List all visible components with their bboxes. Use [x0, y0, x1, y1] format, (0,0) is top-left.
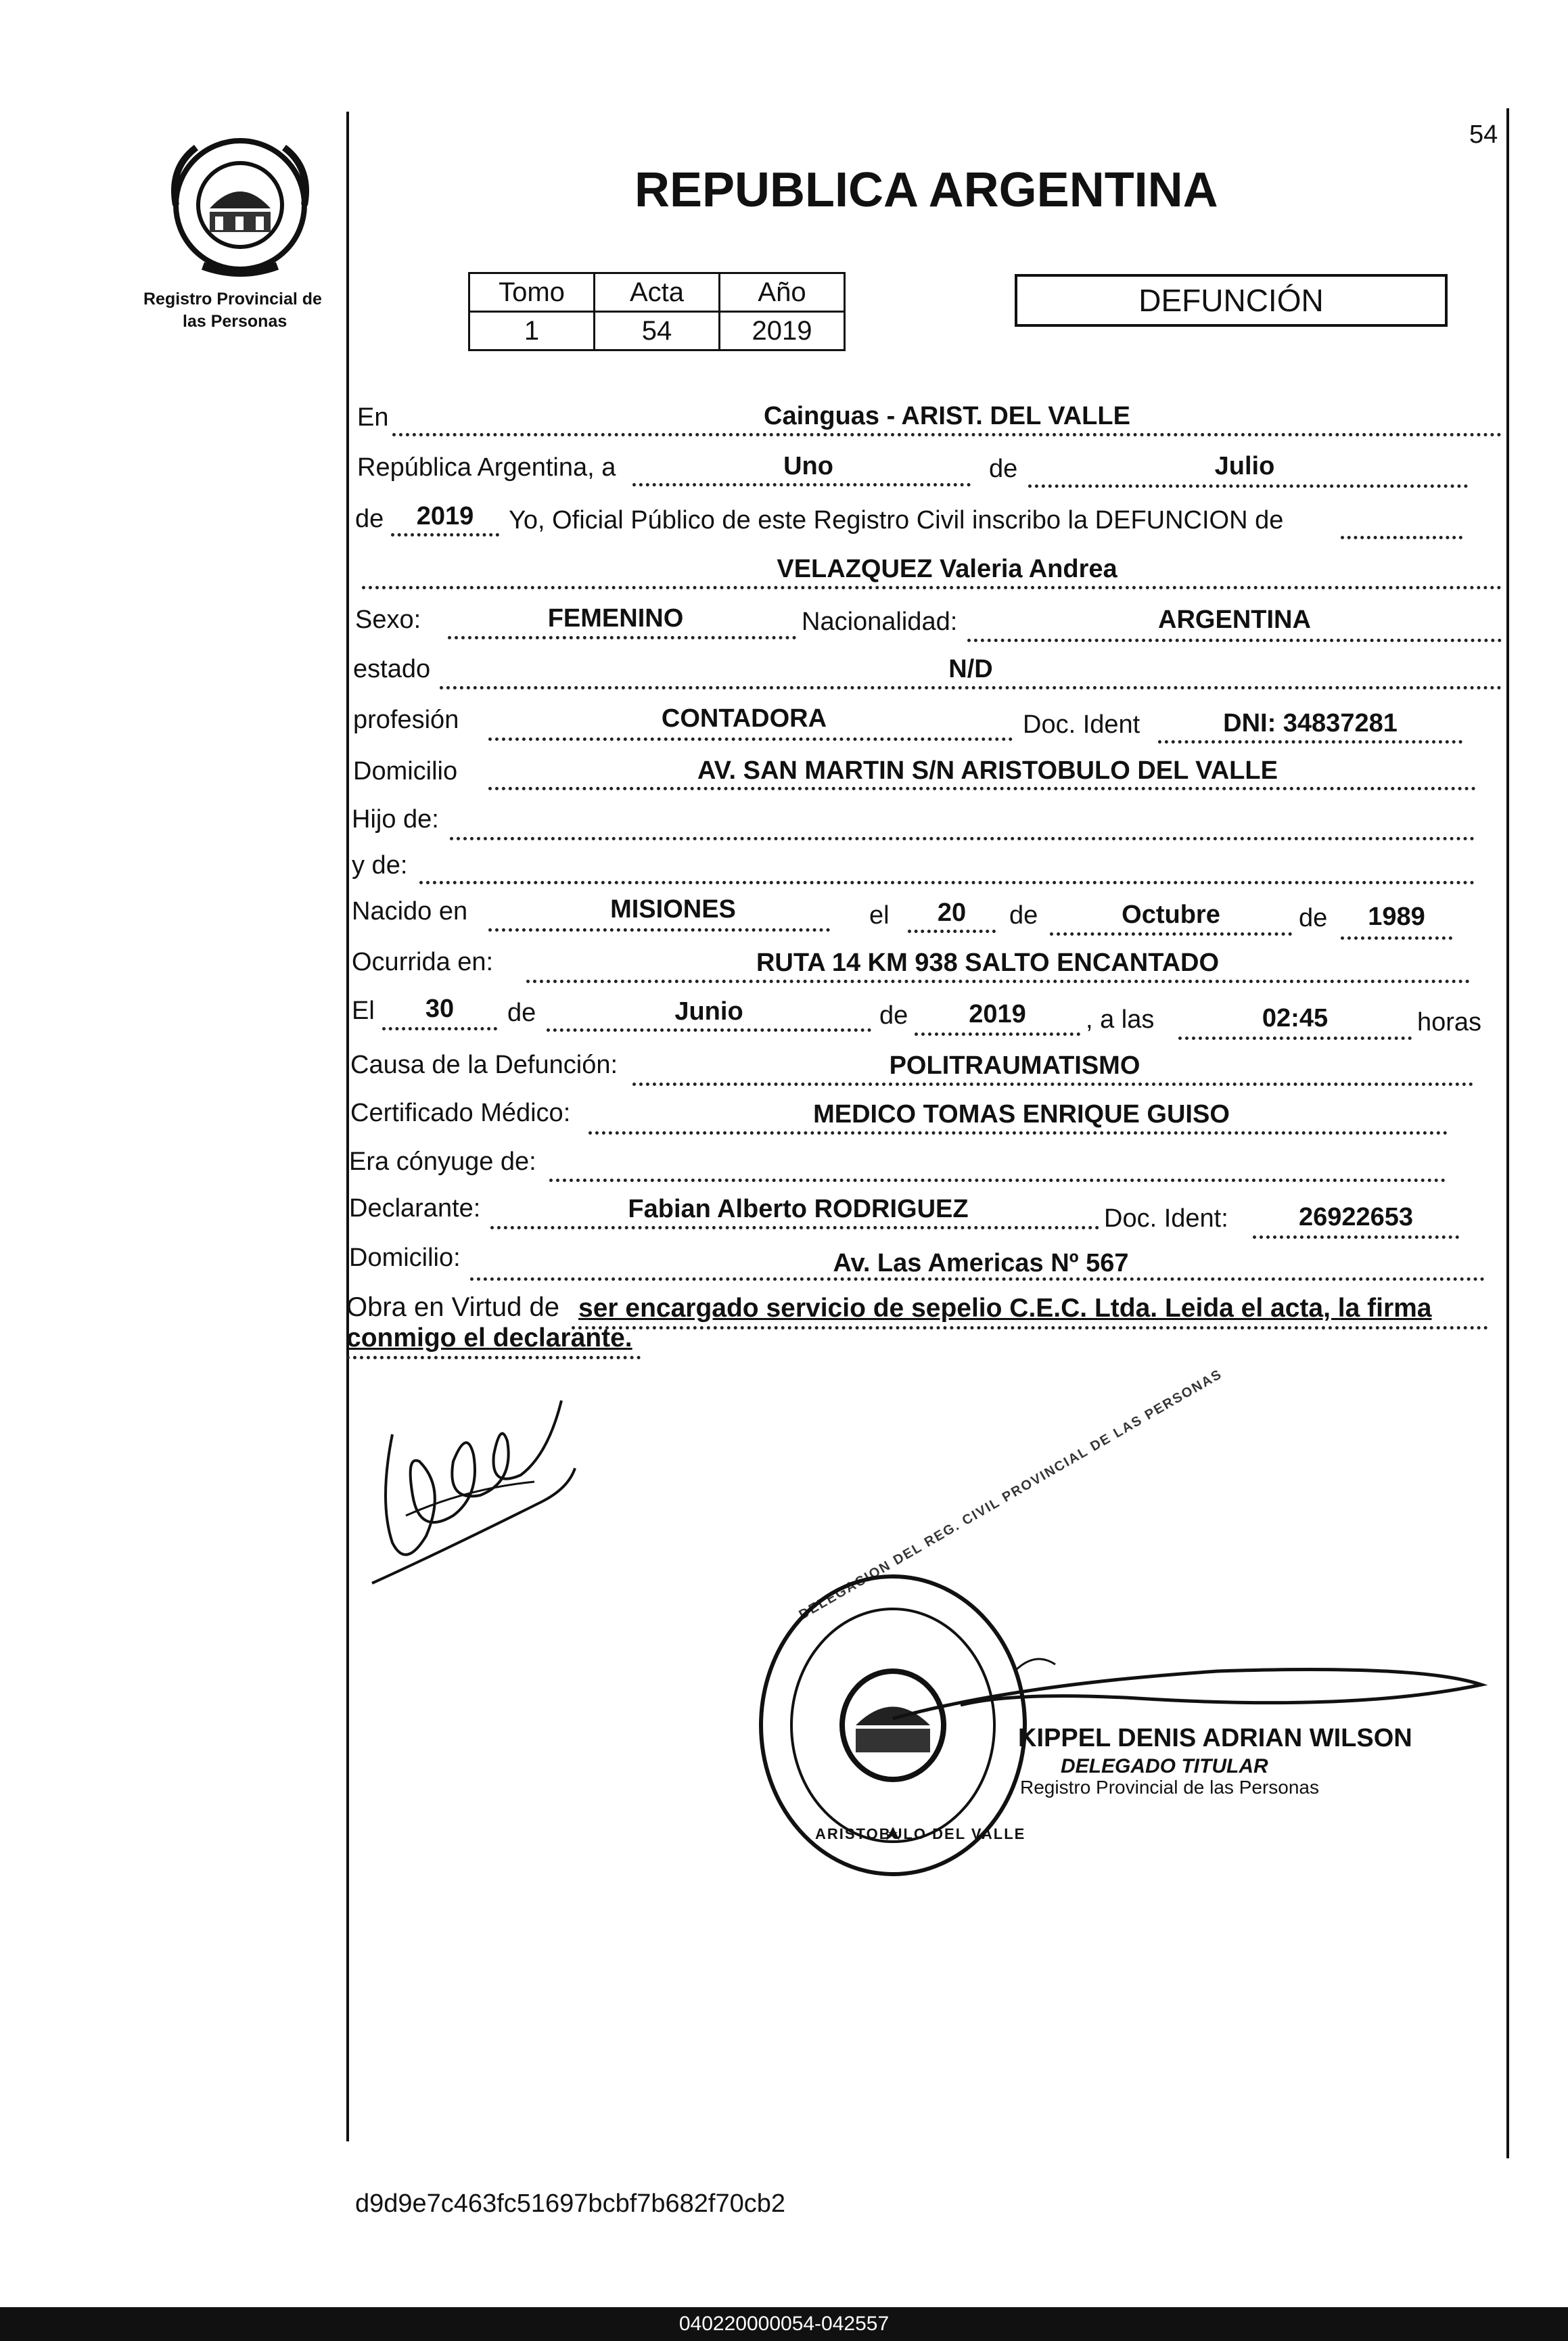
label-el: El: [352, 997, 375, 1025]
dots-certificado: [589, 1131, 1448, 1135]
label-nacido-en: Nacido en: [352, 897, 468, 926]
label-declarante: Declarante:: [349, 1194, 481, 1223]
label-profesion: profesión: [353, 706, 459, 734]
value-nacido-en: MISIONES: [610, 895, 736, 924]
page-title: REPUBLICA ARGENTINA: [635, 163, 1218, 217]
label-sexo: Sexo:: [355, 606, 421, 634]
label-a-las: , a las: [1086, 1005, 1155, 1034]
dots-profesion: [488, 737, 1013, 741]
page-number: 54: [1469, 120, 1498, 149]
value-sexo: FEMENINO: [547, 604, 684, 633]
value-mes: Julio: [1214, 452, 1275, 480]
dots-nac-dia: [908, 930, 996, 933]
label-conyuge: Era cónyuge de:: [349, 1147, 536, 1176]
dots-estado: [440, 686, 1502, 689]
document-hash: d9d9e7c463fc51697bcbf7b682f70cb2: [355, 2189, 786, 2218]
value-obra-line-1: ser encargado servicio de sepelio C.E.C. Ltda. Leida el acta, la firma: [578, 1294, 1432, 1323]
dots-hijo-de: [450, 837, 1475, 840]
label-horas: horas: [1417, 1008, 1482, 1037]
dots-nacido-en: [488, 928, 830, 932]
label-domicilio: Domicilio: [353, 757, 458, 786]
value-def-anio: 2019: [969, 1000, 1026, 1028]
dots-y-de: [419, 881, 1475, 884]
value-def-mes: Junio: [674, 997, 743, 1026]
value-nac-anio: 1989: [1368, 903, 1425, 931]
label-ocurrida-en: Ocurrida en:: [352, 948, 494, 976]
dots-nac-anio: [1341, 936, 1452, 940]
dots-nac-mes: [1050, 932, 1292, 936]
value-acta: 54: [595, 312, 720, 350]
value-nombre: VELAZQUEZ Valeria Andrea: [777, 555, 1117, 583]
dots-declarante: [490, 1226, 1099, 1229]
label-de-3: de: [1009, 901, 1038, 930]
issuer-line-1: Registro Provincial de: [143, 290, 322, 309]
value-declarante: Fabian Alberto RODRIGUEZ: [628, 1195, 969, 1223]
label-yo-oficial: Yo, Oficial Público de este Registro Civil inscribo la DEFUNCION de: [509, 506, 1284, 535]
value-nac-mes: Octubre: [1122, 901, 1220, 929]
provincial-seal-icon: [162, 127, 318, 283]
dots-declarante-doc: [1253, 1235, 1459, 1239]
official-org: Registro Provincial de las Personas: [1020, 1777, 1319, 1798]
left-margin-line: [346, 112, 349, 2141]
dots-def-anio: [915, 1032, 1080, 1036]
stamp-inner-text: ARISTOBULO DEL VALLE: [815, 1825, 1026, 1842]
dots-def-mes: [547, 1028, 871, 1032]
right-margin-line: [1506, 108, 1509, 2158]
label-de-4: de: [1299, 904, 1328, 932]
label-nacionalidad: Nacionalidad:: [802, 608, 958, 636]
value-nac-dia: 20: [937, 899, 967, 927]
dots-obra-1: [572, 1326, 1488, 1329]
header-anio: Año: [720, 273, 845, 312]
record-type: DEFUNCIÓN: [1138, 283, 1324, 318]
label-obra: Obra en Virtud de: [346, 1292, 560, 1322]
value-def-hora: 02:45: [1262, 1004, 1329, 1032]
header-acta: Acta: [595, 273, 720, 312]
label-de-2: de: [355, 505, 384, 533]
barcode-text: 040220000054-042557: [678, 2313, 890, 2335]
registry-table: [468, 272, 846, 351]
dots-conyuge: [549, 1179, 1446, 1182]
value-certificado: MEDICO TOMAS ENRIQUE GUISO: [813, 1100, 1230, 1129]
stamp-ring-text: DELEGACION DEL REG. CIVIL PROVINCIAL DE LAS PERSONAS: [796, 1366, 1225, 1623]
value-dia: Uno: [783, 452, 833, 480]
value-domicilio: AV. SAN MARTIN S/N ARISTOBULO DEL VALLE: [697, 756, 1278, 785]
header-tomo: Tomo: [469, 273, 595, 312]
dots-dni: [1158, 740, 1462, 744]
label-en: En: [357, 403, 389, 432]
dots-def-hora: [1178, 1037, 1412, 1040]
dots-nacionalidad: [967, 639, 1502, 642]
value-profesion: CONTADORA: [661, 704, 827, 733]
value-anio: 2019: [720, 312, 845, 350]
dots-ocurrida-en: [526, 980, 1470, 983]
value-nacionalidad: ARGENTINA: [1158, 606, 1311, 634]
label-republica: República Argentina, a: [357, 453, 616, 482]
dots-dia: [632, 483, 971, 486]
dots-domicilio-2: [470, 1277, 1485, 1281]
official-name: KIPPEL DENIS ADRIAN WILSON: [1018, 1724, 1412, 1752]
dots-mes: [1028, 484, 1468, 488]
dots-causa: [632, 1083, 1473, 1086]
dots-anio: [391, 533, 499, 537]
dots-def-dia: [382, 1027, 497, 1030]
dots-obra-2: [346, 1356, 641, 1359]
official-role: DELEGADO TITULAR: [1061, 1755, 1268, 1777]
value-def-dia: 30: [425, 995, 455, 1023]
label-hijo-de: Hijo de:: [352, 805, 439, 834]
record-type-box: [1015, 274, 1448, 327]
value-estado: N/D: [948, 655, 993, 683]
label-causa: Causa de la Defunción:: [350, 1051, 618, 1079]
label-de-5: de: [507, 999, 536, 1027]
label-y-de: y de:: [352, 851, 408, 880]
barcode-strip: [0, 2307, 1568, 2341]
dots-sexo: [448, 636, 796, 639]
dots-yo-end: [1341, 536, 1462, 539]
label-el-lower: el: [869, 901, 890, 930]
label-de-1: de: [989, 455, 1018, 483]
label-de-6: de: [879, 1001, 908, 1030]
label-certificado: Certificado Médico:: [350, 1099, 571, 1127]
dots-en: [392, 433, 1502, 436]
value-anio: 2019: [416, 502, 474, 530]
value-dni: DNI: 34837281: [1223, 709, 1398, 737]
value-ocurrida-en: RUTA 14 KM 938 SALTO ENCANTADO: [756, 949, 1220, 977]
label-estado: estado: [353, 655, 431, 683]
label-doc-ident: Doc. Ident: [1023, 710, 1140, 739]
label-doc-ident-2: Doc. Ident:: [1104, 1204, 1228, 1233]
declarant-signature-icon: [365, 1380, 582, 1597]
issuer-line-2: las Personas: [183, 312, 287, 331]
value-causa: POLITRAUMATISMO: [889, 1051, 1140, 1080]
value-obra-line-2: conmigo el declarante.: [346, 1323, 632, 1353]
dots-nombre: [362, 586, 1502, 589]
label-domicilio-2: Domicilio:: [349, 1244, 461, 1272]
value-declarante-doc: 26922653: [1298, 1203, 1414, 1231]
value-tomo: 1: [469, 312, 595, 350]
value-lugar: Cainguas - ARIST. DEL VALLE: [764, 402, 1130, 430]
value-declarante-dom: Av. Las Americas Nº 567: [833, 1249, 1129, 1277]
dots-domicilio: [488, 787, 1476, 790]
